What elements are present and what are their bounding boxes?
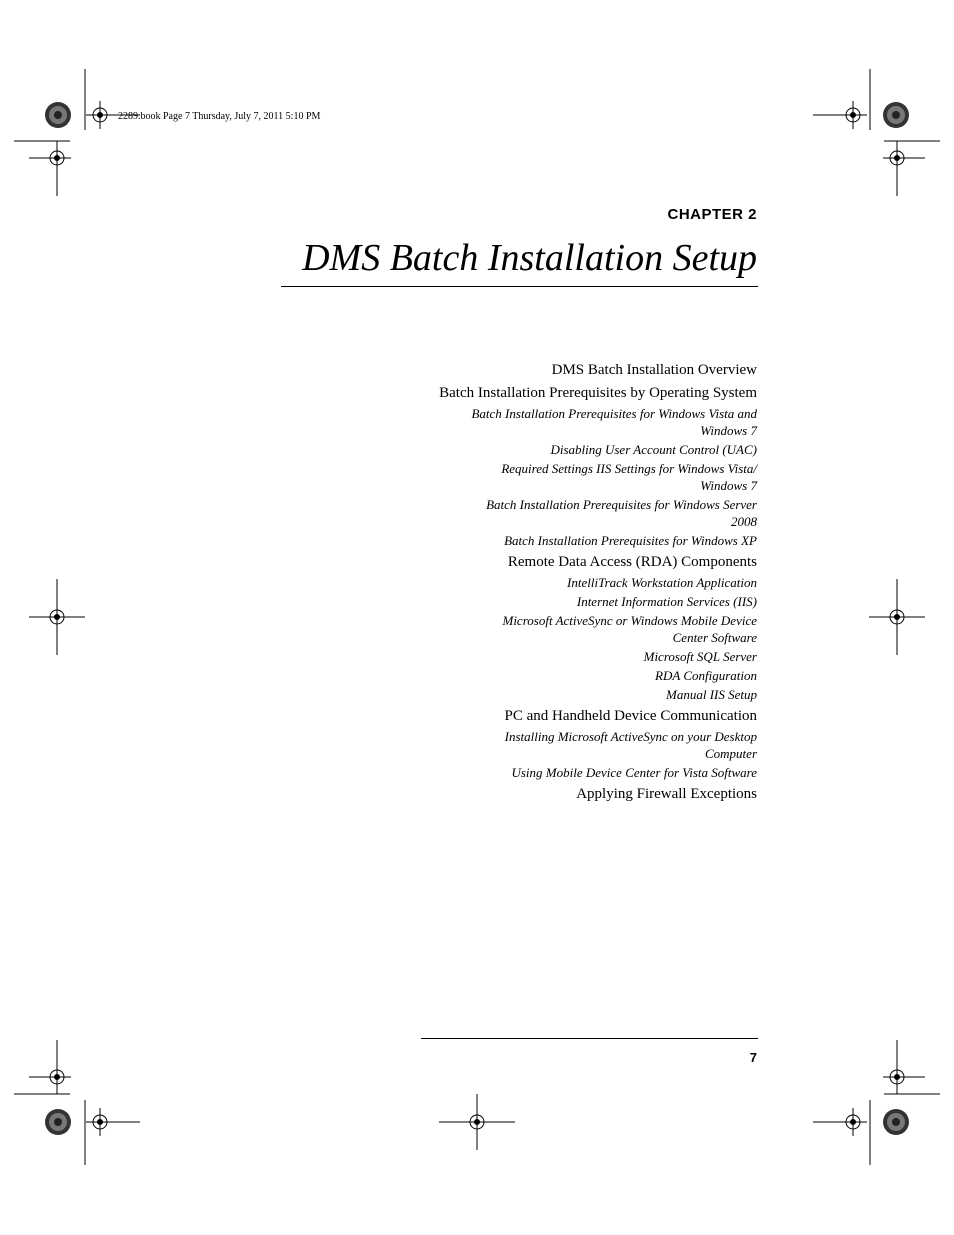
- toc-subsection-line: Manual IIS Setup: [666, 687, 757, 702]
- toc-subsection-link[interactable]: [397, 496, 757, 530]
- toc-subsection-link[interactable]: [397, 574, 757, 591]
- toc-subsection-line: Windows 7: [700, 478, 757, 493]
- starburst-icon: [45, 102, 71, 128]
- toc-subsection-line: Installing Microsoft ActiveSync on your Desktop: [504, 729, 757, 744]
- toc-subsection-line: Required Settings IIS Settings for Windows Vista/: [501, 461, 757, 476]
- toc-subsection-link[interactable]: [397, 405, 757, 439]
- toc-section-link[interactable]: Remote Data Access (RDA) Components: [507, 554, 757, 570]
- registration-target-icon: [29, 144, 71, 172]
- toc-subsection-line: Batch Installation Prerequisites for Windows Vista and: [471, 406, 757, 421]
- toc-subsection-line: Center Software: [672, 630, 757, 645]
- toc-section-link[interactable]: Batch Installation Prerequisites by Operating System: [439, 385, 757, 401]
- registration-target-icon: [813, 1108, 867, 1136]
- page-number: 7: [749, 1050, 757, 1065]
- chapter-contents: [397, 360, 757, 804]
- toc-subsection-link[interactable]: [397, 612, 757, 646]
- starburst-icon: [883, 1109, 909, 1135]
- toc-subsection-line: Using Mobile Device Center for Vista Software: [511, 765, 757, 780]
- toc-section-link[interactable]: Applying Firewall Exceptions: [576, 786, 757, 802]
- toc-subsection-line: Batch Installation Prerequisites for Windows Server: [486, 497, 757, 512]
- registration-target-icon: [883, 1063, 925, 1091]
- print-header-stamp: 2289.book Page 7 Thursday, July 7, 2011 5:10 PM: [118, 111, 321, 122]
- toc-subsection-link[interactable]: [397, 441, 757, 458]
- toc-subsection-line: RDA Configuration: [655, 668, 757, 683]
- toc-subsection-line: Computer: [705, 746, 757, 761]
- toc-subsection-line: Microsoft SQL Server: [643, 649, 757, 664]
- starburst-icon: [45, 1109, 71, 1135]
- registration-target-icon: [883, 144, 925, 172]
- toc-subsection-line: Internet Information Services (IIS): [576, 594, 757, 609]
- toc-subsection-line: Batch Installation Prerequisites for Windows XP: [504, 533, 757, 548]
- toc-section-link[interactable]: DMS Batch Installation Overview: [551, 362, 757, 378]
- toc-subsection-link[interactable]: [397, 648, 757, 665]
- title-rule: [281, 286, 758, 287]
- toc-subsection-link[interactable]: [397, 460, 757, 494]
- registration-target-icon: [29, 1063, 71, 1091]
- toc-subsection-line: 2008: [731, 514, 757, 529]
- registration-target-icon: [813, 101, 867, 129]
- registration-target-icon: [86, 1108, 140, 1136]
- starburst-icon: [883, 102, 909, 128]
- toc-subsection-line: Microsoft ActiveSync or Windows Mobile Device: [502, 613, 757, 628]
- toc-subsection-link[interactable]: [397, 593, 757, 610]
- toc-subsection-link[interactable]: [397, 667, 757, 684]
- toc-subsection-link[interactable]: [397, 764, 757, 781]
- toc-subsection-line: Disabling User Account Control (UAC): [550, 442, 757, 457]
- chapter-label: CHAPTER 2: [667, 206, 757, 223]
- toc-subsection-link[interactable]: [397, 728, 757, 762]
- toc-section-link[interactable]: PC and Handheld Device Communication: [504, 708, 757, 724]
- toc-subsection-link[interactable]: [397, 686, 757, 703]
- footer-rule: [421, 1038, 758, 1039]
- toc-subsection-line: IntelliTrack Workstation Application: [567, 575, 757, 590]
- registration-target-icon: [869, 579, 925, 655]
- chapter-title: DMS Batch Installation Setup: [302, 237, 757, 279]
- registration-target-icon: [439, 1094, 515, 1150]
- toc-subsection-line: Windows 7: [700, 423, 757, 438]
- toc-subsection-link[interactable]: [397, 532, 757, 549]
- registration-target-icon: [29, 579, 85, 655]
